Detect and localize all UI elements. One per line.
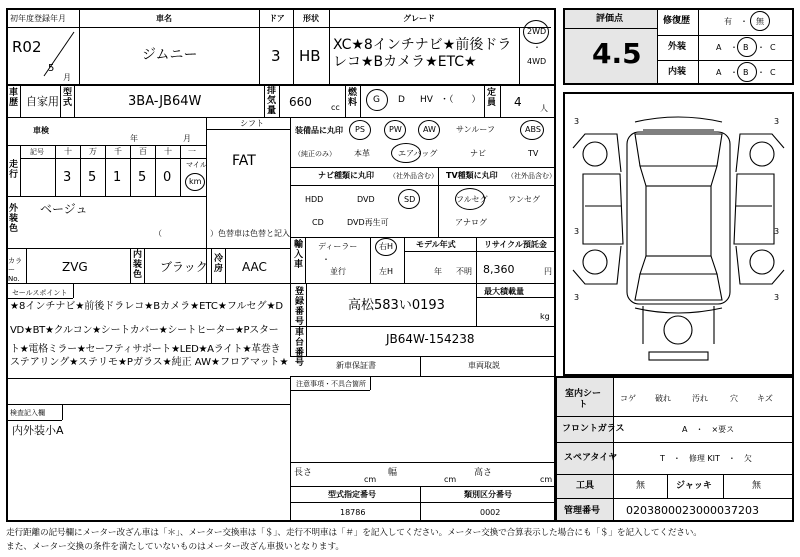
reg-month: 5	[48, 63, 55, 74]
interior-b: B	[743, 68, 749, 77]
cabin-seat-item-2: 汚れ	[692, 394, 708, 403]
dim-length: 長さ	[294, 468, 313, 478]
fuel-hv: HV	[420, 95, 433, 105]
aircon-label: 冷房	[213, 254, 223, 274]
displacement-value: 660	[289, 95, 312, 109]
aircon-value: AAC	[242, 260, 267, 274]
color-label: 外装色	[8, 204, 18, 234]
nav-sd: SD	[404, 195, 416, 204]
spare-tire-value: T ・ 修理 KIT ・ 欠	[660, 454, 752, 463]
diagram-mark-1: 3	[574, 117, 580, 126]
reg-era-year: R02	[12, 38, 42, 56]
mileage-unit-5: 一	[188, 147, 196, 156]
repair-yes: 有	[724, 17, 732, 26]
mileage-digit-3: 5	[138, 170, 147, 185]
mileage-label: 走行	[8, 160, 18, 180]
reg-label: 初年度登録年月	[10, 14, 66, 23]
max-load-label: 最大積載量	[484, 287, 524, 296]
model-year-year: 年	[434, 267, 442, 276]
grade-label: グレード	[403, 14, 435, 23]
mileage-digit-4: 0	[163, 170, 172, 185]
equip-airbag: エアバッグ	[398, 149, 438, 158]
nav-label: ナビ種類に丸印	[318, 171, 374, 180]
shift-label: シフト	[240, 119, 264, 128]
dim-height: 高さ	[474, 468, 493, 478]
car-name-value: ジムニー	[142, 47, 198, 63]
model-value: 3BA-JB64W	[128, 94, 202, 109]
mileage-unit-3: 百	[139, 147, 147, 156]
model-year-label: モデル年式	[416, 240, 456, 249]
jack-value: 無	[752, 481, 762, 491]
handle-right: 右H	[379, 242, 394, 251]
manual-label: 車両取説	[468, 361, 500, 370]
color-no-value: ZVG	[62, 260, 88, 274]
car-name-label: 車名	[156, 14, 172, 23]
mgmt-label: 管理番号	[564, 506, 601, 516]
interior-label: 内装	[668, 67, 687, 77]
capacity-unit: 人	[540, 104, 548, 113]
int-color-label: 内装色	[132, 250, 142, 280]
equip-sunroof: サンルーフ	[456, 125, 495, 134]
repair-dot: ・	[740, 17, 748, 26]
cabin-seat-item-1: 破れ	[655, 394, 671, 403]
int-color-value: ブラック	[160, 260, 208, 274]
dim-width: 幅	[388, 468, 398, 478]
windshield-value: A ・ ×要ス	[682, 425, 735, 434]
dim-width-unit: cm	[444, 475, 457, 484]
equip-nav: ナビ	[470, 149, 486, 158]
grade-value: XC★8インチナビ★前後ドラレコ★Bカメラ★ETC★	[333, 37, 512, 70]
fuel-g: G	[373, 95, 380, 105]
mileage-digit-0: 3	[63, 170, 72, 185]
chassis-value: JB64W-154238	[386, 332, 475, 346]
jack-label: ジャッキ	[676, 481, 712, 491]
warranty-label: 新車保証書	[336, 361, 376, 370]
inspection-label: 車検	[33, 126, 49, 135]
diagram-mark-2: 3	[774, 117, 780, 126]
exterior-label: 外装	[668, 42, 687, 52]
doors-value: 3	[271, 47, 281, 65]
mileage-unit-4: 十	[164, 147, 172, 156]
plate-label: 登録番号	[294, 287, 304, 327]
tv-sub: （社外品含む）	[507, 172, 556, 180]
interior-c: C	[770, 68, 776, 77]
mileage-unit-mile: マイル	[186, 161, 207, 169]
footer-line-2: また、メーター交換の条件を満たしていないものはメーター改ざん車扱いとなります。	[6, 542, 345, 552]
color-no-label: カラーNo.	[8, 257, 22, 283]
exterior-a: A	[716, 43, 722, 52]
diagram-mark-6: 3	[774, 293, 780, 302]
tools-label: 工具	[576, 481, 595, 491]
spare-tire-label: スペアタイヤ	[564, 453, 618, 463]
fuel-other: ・（ ）	[440, 95, 481, 105]
windshield-label: フロントガラス	[562, 424, 625, 434]
selling-points-line-3: ステアリング★ステリモ★Pガラス★純正 AW★フロアマット★	[10, 357, 289, 368]
selling-points-line-1: ★8インチナビ★前後ドラレコ★Bカメラ★ETC★フルセグ★D	[10, 301, 284, 312]
interior-a: A	[716, 68, 722, 77]
tv-label: TV種類に丸印	[446, 171, 498, 180]
dim-length-unit: cm	[364, 475, 377, 484]
footer-line-1: 走行距離の記号欄にメーター改ざん車は「＊」、メーター交換車は「＄」、走行不明車は「＃」を記入してください。メーター交換で合算表示した場合にも「＄」を記入してください。	[6, 528, 702, 538]
dim-height-unit: cm	[540, 475, 553, 484]
mileage-unit-1: 万	[89, 147, 97, 156]
mileage-unit-0: 十	[64, 147, 72, 156]
exterior-c: C	[770, 43, 776, 52]
repair-label: 修復歴	[663, 16, 691, 26]
plate-value: 高松583い0193	[348, 298, 445, 313]
selling-points-label: セールスポイント	[12, 289, 68, 297]
tv-fullseg: フルセグ	[456, 195, 488, 204]
score-label: 評価点	[596, 14, 624, 24]
equip-ps: PS	[355, 125, 365, 134]
drive-2wd: 2WD	[527, 27, 547, 36]
diagram-mark-5: 3	[574, 293, 580, 302]
inspection-year: 年	[130, 134, 138, 143]
fuel-label: 燃料	[347, 88, 357, 108]
equip-leather: 本革	[354, 149, 370, 158]
import-dealer: ディーラー	[318, 242, 358, 251]
exterior-b: B	[743, 43, 749, 52]
handle-left: 左H	[379, 267, 394, 276]
type-designation-value: 18786	[340, 508, 366, 517]
model-label: 型式	[62, 88, 72, 108]
import-label: 輸入車	[293, 240, 303, 270]
equip-aw: AW	[423, 125, 436, 134]
import-dot: ・	[322, 255, 330, 264]
inspector-value: 内外装小A	[12, 424, 64, 437]
mileage-unit-km: km	[189, 177, 202, 186]
nav-cd: CD	[312, 218, 324, 227]
cabin-seat-item-0: コゲ	[620, 394, 636, 403]
diagram-mark-3: 3	[574, 227, 580, 236]
diagram-mark-4: 3	[774, 227, 780, 236]
exterior-dot1: ・	[730, 43, 738, 52]
chassis-label: 車台番号	[294, 328, 304, 368]
capacity-value: 4	[514, 95, 522, 109]
tools-value: 無	[636, 481, 646, 491]
capacity-label: 定員	[486, 88, 496, 108]
cabin-seat-item-4: キズ	[757, 394, 773, 403]
interior-dot2: ・	[757, 68, 765, 77]
nav-dvd-play: DVD再生可	[347, 218, 389, 227]
max-load-unit: kg	[540, 312, 550, 321]
fuel-d: D	[398, 95, 405, 105]
equip-abs: ABS	[525, 125, 541, 134]
reg-month-unit: 月	[63, 73, 71, 82]
displacement-label: 排気量	[266, 86, 276, 116]
inspection-month: 月	[183, 134, 191, 143]
tv-oneseg: ワンセグ	[508, 195, 540, 204]
equip-pw: PW	[389, 125, 402, 134]
interior-dot1: ・	[730, 68, 738, 77]
drive-4wd: 4WD	[527, 57, 547, 66]
model-year-value: 不明	[456, 267, 472, 276]
nav-sub: （社外品含む）	[389, 172, 438, 180]
import-parallel: 並行	[330, 267, 346, 276]
mileage-digit-1: 5	[88, 170, 97, 185]
car-diagram	[565, 94, 792, 374]
drive-dot: ・	[533, 43, 541, 52]
recycle-label: リサイクル預託金	[484, 240, 547, 249]
type-designation-label: 型式指定番号	[328, 490, 376, 499]
mgmt-value: 0203800023000037203	[626, 504, 759, 517]
cabin-seat-item-3: 穴	[730, 394, 738, 403]
color-note: （ ）色替車は色替と記入	[154, 229, 290, 238]
mileage-sym-label: 記号	[30, 148, 44, 156]
mileage-digit-2: 1	[113, 170, 122, 185]
nav-hdd: HDD	[305, 195, 324, 204]
displacement-unit: cc	[331, 103, 340, 112]
doors-label: ドア	[269, 14, 285, 23]
category-value: 0002	[480, 508, 501, 517]
selling-points-line-2: VD★BT★クルコン★シートカバー★シートヒーター★Pスタート★電格ミラー★セーフティサポート★LED★Aライト★革巻き	[10, 325, 281, 355]
recycle-unit: 円	[544, 267, 552, 276]
exterior-dot2: ・	[757, 43, 765, 52]
color-value: ベージュ	[40, 202, 88, 216]
category-label: 類別区分番号	[464, 490, 512, 499]
notes-label: 注意事項・不具合箇所	[296, 380, 366, 388]
equip-tv: TV	[528, 149, 539, 158]
shape-label: 形状	[303, 14, 319, 23]
shift-value: FAT	[232, 153, 256, 169]
mileage-unit-2: 千	[114, 147, 122, 156]
equipment-label: 装備品に丸印	[295, 126, 343, 135]
repair-no: 無	[756, 17, 764, 26]
equipment-sub: （純正のみ）	[294, 150, 336, 158]
inspector-label: 検査記入欄	[10, 409, 45, 417]
score-value: 4.5	[592, 37, 642, 70]
nav-dvd: DVD	[357, 195, 375, 204]
recycle-value: 8,360	[483, 263, 515, 276]
cabin-seat-label: 室内シート	[564, 389, 601, 410]
tv-analog: アナログ	[455, 218, 487, 227]
usage-value: 自家用	[26, 95, 59, 108]
usage-label: 車歴	[8, 88, 18, 108]
shape-value: HB	[299, 47, 321, 65]
